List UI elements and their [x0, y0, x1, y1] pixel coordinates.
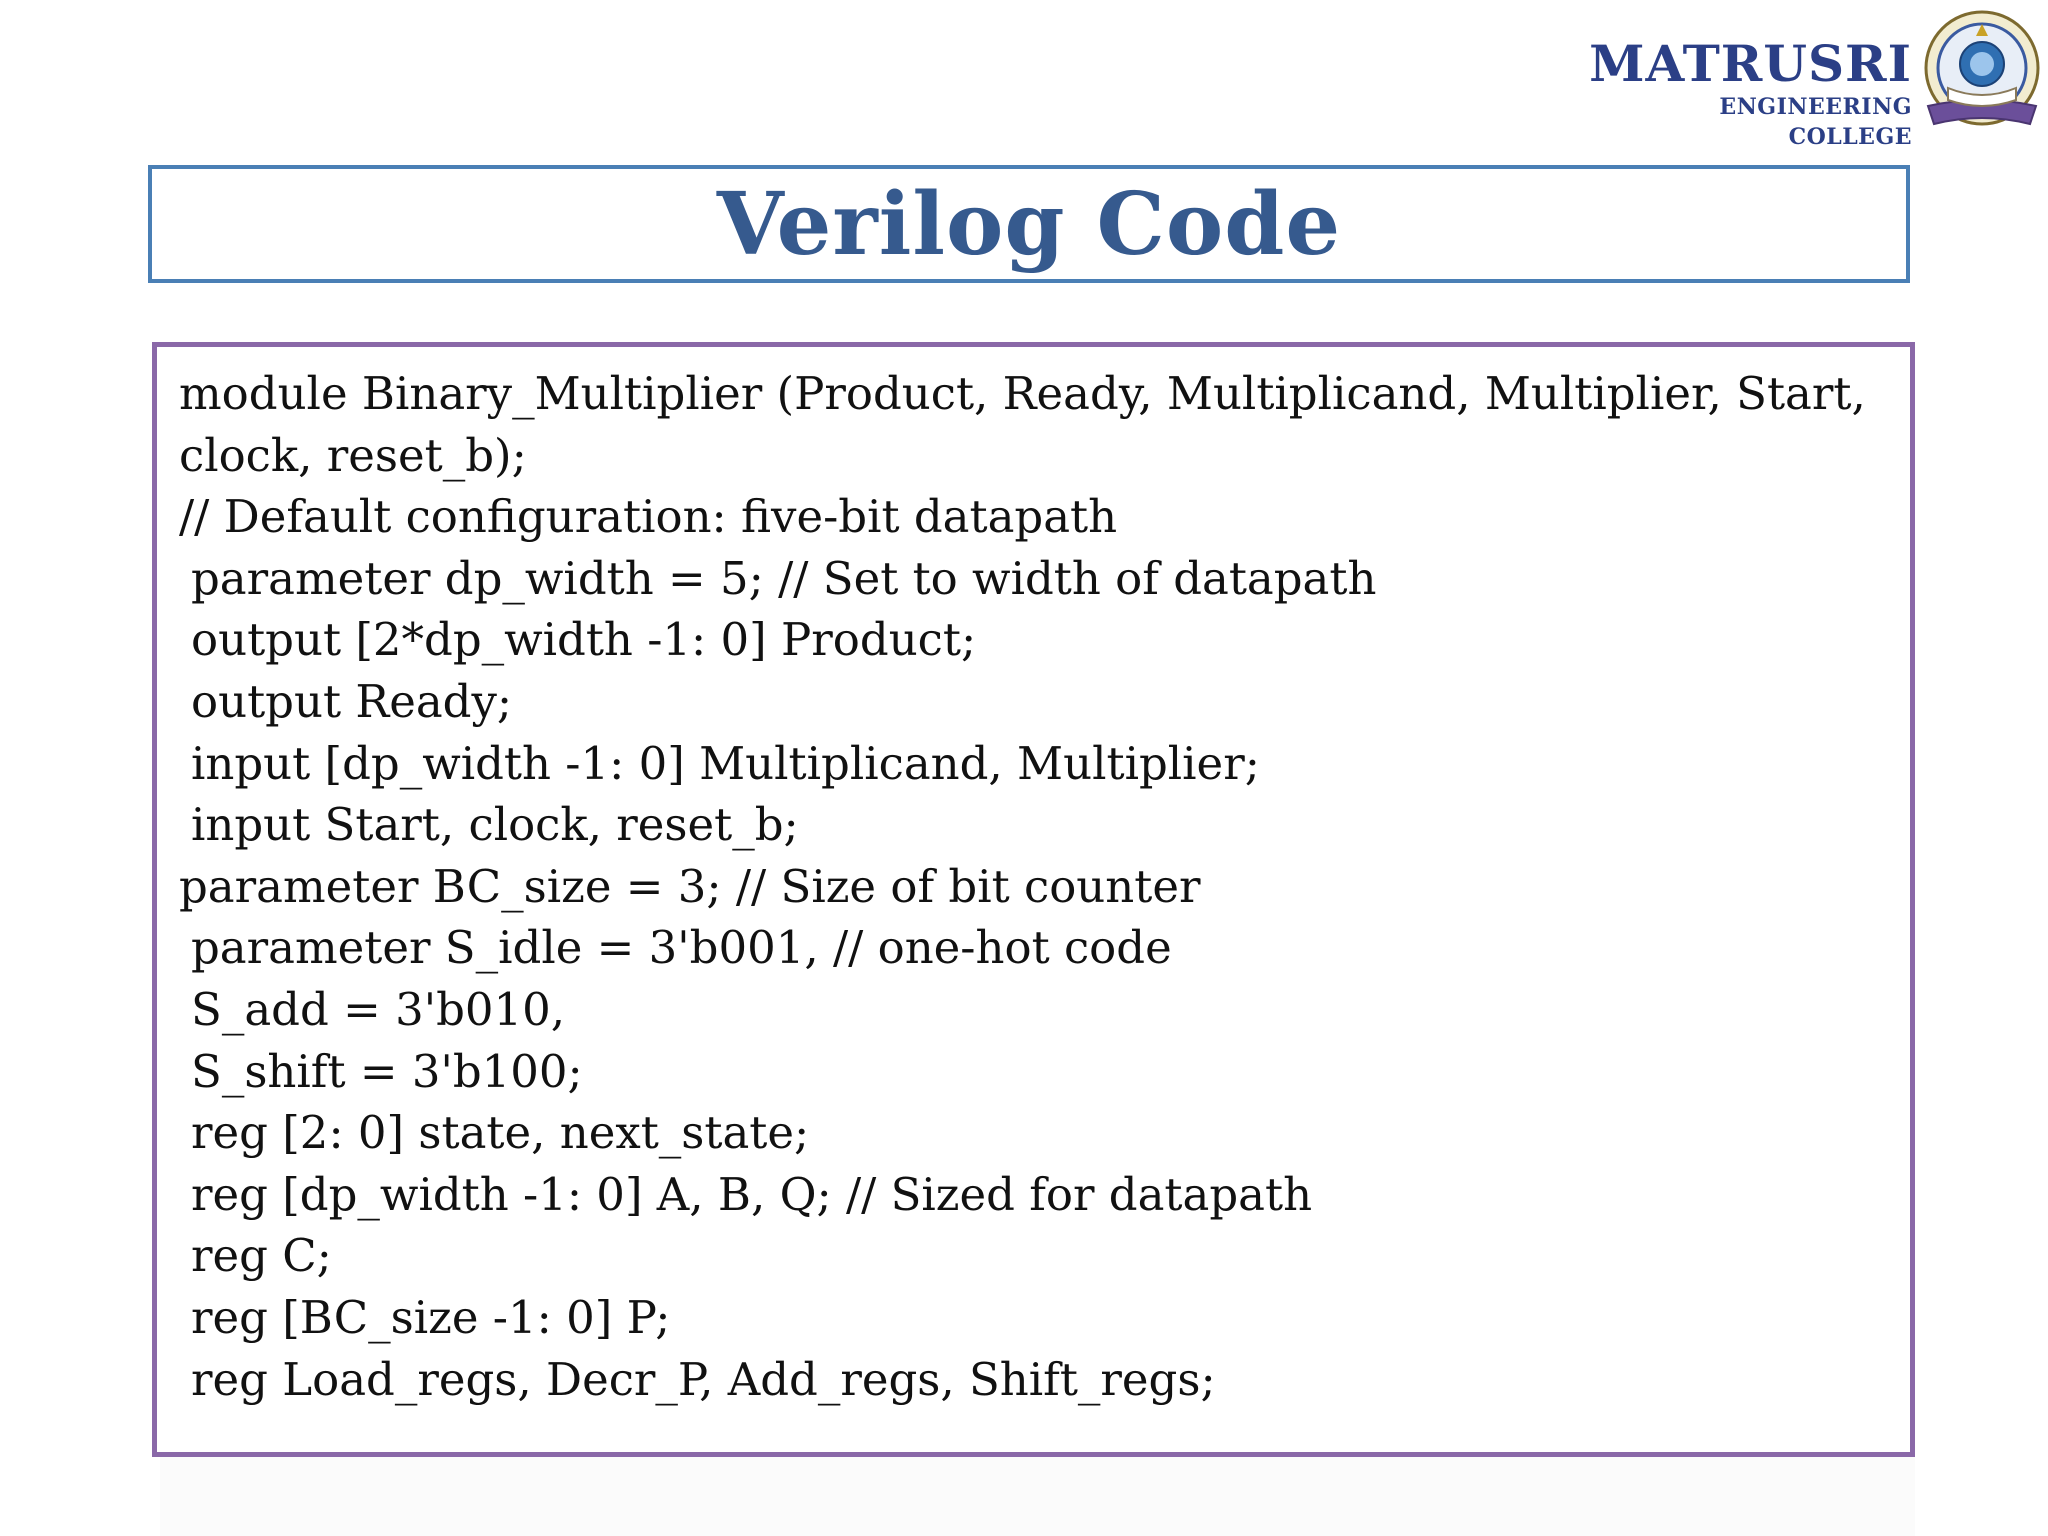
- code-line: input [dp_width -1: 0] Multiplicand, Multiplier;: [191, 736, 1260, 790]
- code-line: parameter S_idle = 3'b001, // one-hot code: [191, 921, 1172, 975]
- code-line: reg [dp_width -1: 0] A, B, Q; // Sized for datapath: [191, 1167, 1313, 1221]
- code-line: reg [2: 0] state, next_state;: [191, 1106, 810, 1160]
- code-line: S_add = 3'b010,: [191, 982, 566, 1036]
- slide-title: Verilog Code: [716, 173, 1342, 275]
- logo-name: MATRUSRI: [1589, 34, 1912, 93]
- code-line: output Ready;: [191, 674, 513, 728]
- footer-shadow: [160, 1457, 1915, 1536]
- code-line: output [2*dp_width -1: 0] Product;: [191, 613, 977, 667]
- college-crest-icon: [1918, 6, 2046, 142]
- code-line: reg [BC_size -1: 0] P;: [191, 1290, 671, 1344]
- code-line: parameter BC_size = 3; // Size of bit counter: [179, 859, 1201, 913]
- code-line: clock, reset_b);: [179, 428, 527, 482]
- code-line: module Binary_Multiplier (Product, Ready, Multiplicand, Multiplier, Start,: [179, 367, 1866, 420]
- code-line: reg C;: [191, 1229, 332, 1283]
- logo-subtitle: ENGINEERING COLLEGE: [1719, 94, 1912, 150]
- code-line: S_shift = 3'b100;: [191, 1044, 583, 1098]
- title-box: [148, 165, 1910, 283]
- code-box: [152, 342, 1915, 1457]
- code-line: // Default configuration: five-bit datapath: [179, 490, 1118, 544]
- code-line: parameter dp_width = 5; // Set to width of datapath: [191, 551, 1377, 605]
- code-line: reg Load_regs, Decr_P, Add_regs, Shift_regs;: [191, 1352, 1216, 1406]
- logo-text: [1588, 36, 1912, 152]
- code-line: input Start, clock, reset_b;: [191, 798, 799, 852]
- college-logo: [1588, 6, 2048, 150]
